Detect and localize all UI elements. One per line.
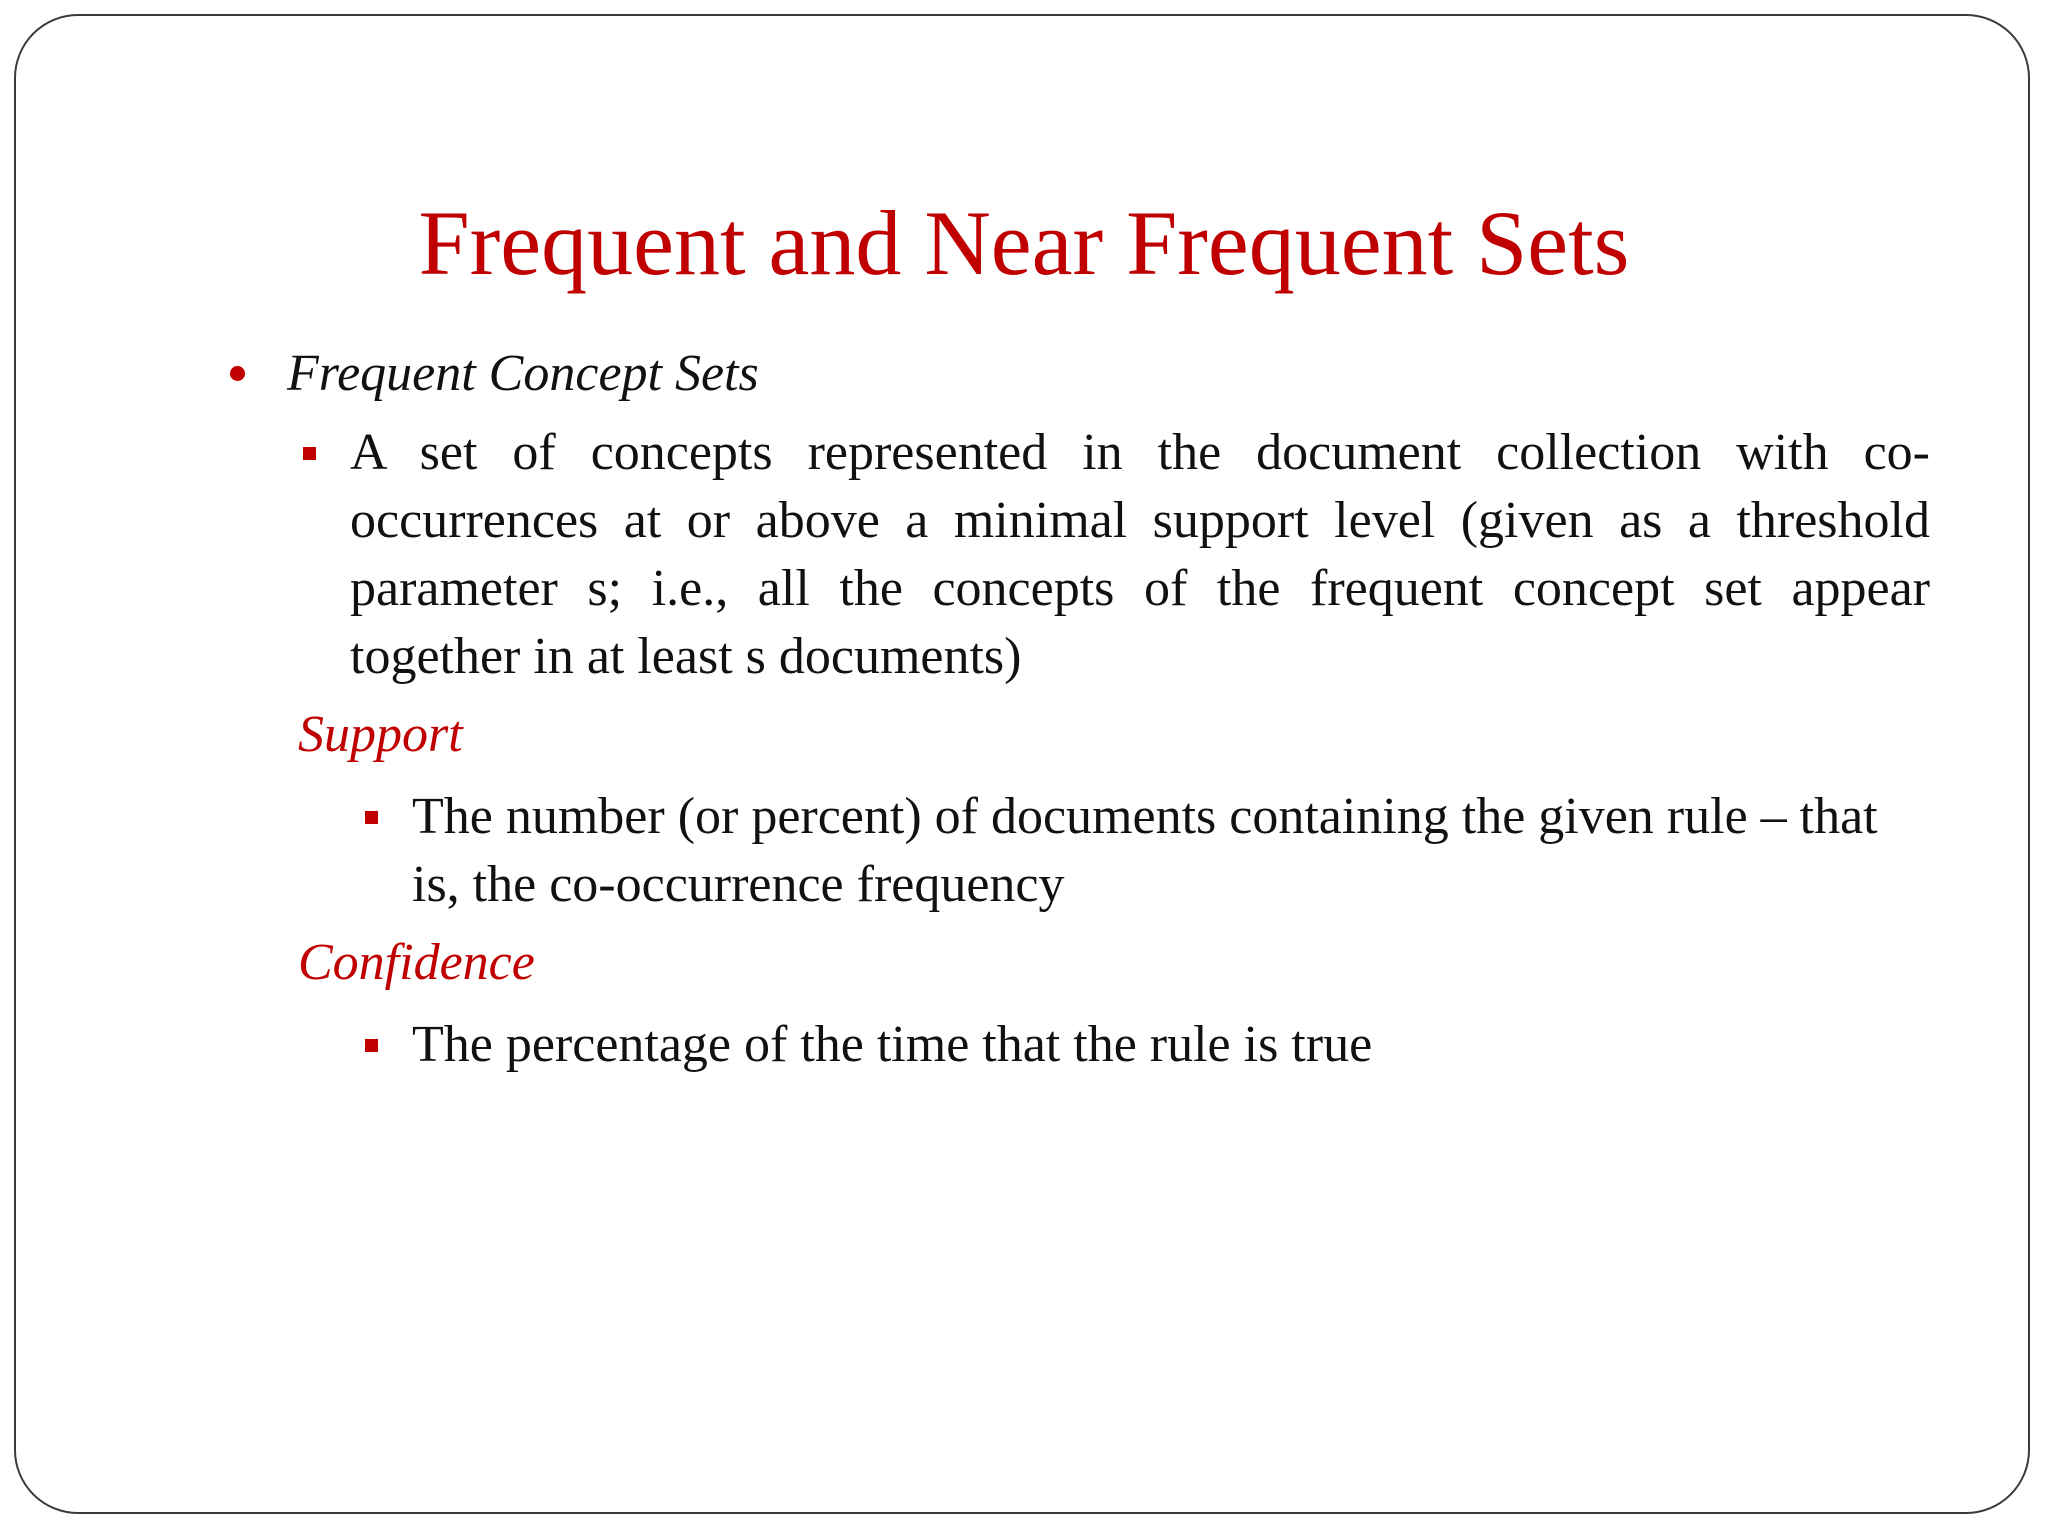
confidence-text: The percentage of the time that the rule is true (412, 1016, 1373, 1073)
definition-text: A set of concepts represented in the document collection with co-occurrences at or above a minimal support level (given as a threshold parameter s; i.e., all the concepts of the frequent concept set appear together in at least s documents) (350, 424, 1930, 685)
round-bullet-icon (230, 366, 245, 381)
term-confidence: Confidence (298, 934, 535, 991)
square-bullet-icon (365, 811, 378, 824)
slide-title: Frequent and Near Frequent Sets (418, 192, 1630, 294)
square-bullet-icon (365, 1039, 378, 1052)
term-support: Support (298, 706, 463, 763)
square-bullet-icon (303, 447, 316, 460)
heading-frequent-concept-sets: Frequent Concept Sets (287, 345, 759, 402)
support-text: The number (or percent) of documents containing the given rule – that is, the co-occurrence frequency (412, 788, 1878, 913)
